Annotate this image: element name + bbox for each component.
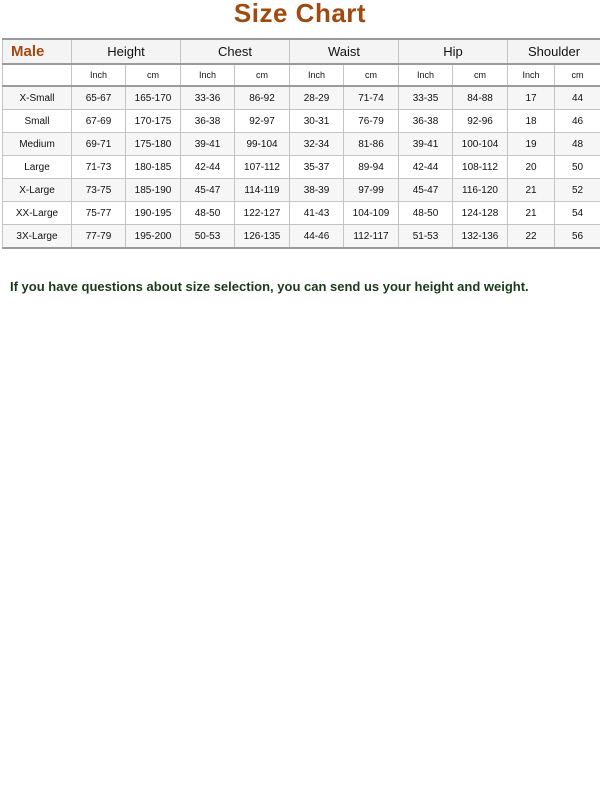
- size-label-cell: Small: [3, 110, 72, 133]
- size-help-note: If you have questions about size selection, you can send us your height and weight.: [10, 279, 529, 294]
- measurement-cell: 20: [508, 156, 555, 179]
- group-header-row: [3, 39, 600, 64]
- measurement-cell: 77-79: [72, 225, 126, 249]
- size-chart-table: [2, 38, 600, 249]
- measurement-cell: 108-112: [453, 156, 508, 179]
- measurement-cell: 112-117: [344, 225, 399, 249]
- measurement-cell: 41-43: [290, 202, 344, 225]
- unit-header-cell: Inch: [181, 64, 235, 86]
- measurement-cell: 52: [555, 179, 600, 202]
- measurement-cell: 51-53: [399, 225, 453, 249]
- measurement-cell: 45-47: [399, 179, 453, 202]
- group-hip-header: Hip: [399, 39, 508, 64]
- measurement-cell: 89-94: [344, 156, 399, 179]
- size-rows-body: [3, 86, 600, 248]
- measurement-cell: 99-104: [235, 133, 290, 156]
- table-row: [3, 202, 600, 225]
- measurement-cell: 33-36: [181, 86, 235, 110]
- measurement-cell: 44-46: [290, 225, 344, 249]
- size-label-cell: Large: [3, 156, 72, 179]
- measurement-cell: 76-79: [344, 110, 399, 133]
- measurement-cell: 190-195: [126, 202, 181, 225]
- unit-header-cell: cm: [555, 64, 600, 86]
- measurement-cell: 175-180: [126, 133, 181, 156]
- measurement-cell: 48-50: [181, 202, 235, 225]
- measurement-cell: 32-34: [290, 133, 344, 156]
- measurement-cell: 36-38: [399, 110, 453, 133]
- measurement-cell: 170-175: [126, 110, 181, 133]
- table-row: [3, 225, 600, 249]
- measurement-cell: 126-135: [235, 225, 290, 249]
- measurement-cell: 38-39: [290, 179, 344, 202]
- unit-header-cell: cm: [126, 64, 181, 86]
- size-label-cell: Medium: [3, 133, 72, 156]
- unit-header-cell: Inch: [290, 64, 344, 86]
- group-shoulder-header: Shoulder: [508, 39, 600, 64]
- measurement-cell: 116-120: [453, 179, 508, 202]
- measurement-cell: 35-37: [290, 156, 344, 179]
- measurement-cell: 54: [555, 202, 600, 225]
- table-row: [3, 110, 600, 133]
- measurement-cell: 124-128: [453, 202, 508, 225]
- measurement-cell: 67-69: [72, 110, 126, 133]
- measurement-cell: 56: [555, 225, 600, 249]
- measurement-cell: 50-53: [181, 225, 235, 249]
- measurement-cell: 39-41: [181, 133, 235, 156]
- unit-header-row: [3, 64, 600, 86]
- measurement-cell: 65-67: [72, 86, 126, 110]
- size-label-cell: X-Small: [3, 86, 72, 110]
- measurement-cell: 122-127: [235, 202, 290, 225]
- measurement-cell: 48: [555, 133, 600, 156]
- table-row: [3, 86, 600, 110]
- group-height-header: Height: [72, 39, 181, 64]
- measurement-cell: 39-41: [399, 133, 453, 156]
- measurement-cell: 42-44: [399, 156, 453, 179]
- size-label-cell: XX-Large: [3, 202, 72, 225]
- measurement-cell: 21: [508, 202, 555, 225]
- unit-header-cell: Inch: [399, 64, 453, 86]
- measurement-cell: 84-88: [453, 86, 508, 110]
- measurement-cell: 107-112: [235, 156, 290, 179]
- measurement-cell: 48-50: [399, 202, 453, 225]
- measurement-cell: 195-200: [126, 225, 181, 249]
- measurement-cell: 73-75: [72, 179, 126, 202]
- measurement-cell: 185-190: [126, 179, 181, 202]
- size-label-cell: X-Large: [3, 179, 72, 202]
- measurement-cell: 71-73: [72, 156, 126, 179]
- measurement-cell: 69-71: [72, 133, 126, 156]
- measurement-cell: 180-185: [126, 156, 181, 179]
- unit-header-cell: cm: [453, 64, 508, 86]
- measurement-cell: 71-74: [344, 86, 399, 110]
- unit-header-cell: Inch: [72, 64, 126, 86]
- measurement-cell: 19: [508, 133, 555, 156]
- measurement-cell: 132-136: [453, 225, 508, 249]
- group-waist-header: Waist: [290, 39, 399, 64]
- table-row: [3, 156, 600, 179]
- measurement-cell: 17: [508, 86, 555, 110]
- measurement-cell: 36-38: [181, 110, 235, 133]
- measurement-cell: 100-104: [453, 133, 508, 156]
- measurement-cell: 42-44: [181, 156, 235, 179]
- measurement-cell: 50: [555, 156, 600, 179]
- measurement-cell: 165-170: [126, 86, 181, 110]
- group-chest-header: Chest: [181, 39, 290, 64]
- measurement-cell: 92-97: [235, 110, 290, 133]
- unit-header-cell: Inch: [508, 64, 555, 86]
- measurement-cell: 86-92: [235, 86, 290, 110]
- unit-header-cell: cm: [235, 64, 290, 86]
- corner-label: Male: [3, 39, 72, 64]
- measurement-cell: 30-31: [290, 110, 344, 133]
- size-label-cell: 3X-Large: [3, 225, 72, 249]
- unit-corner-cell: [3, 64, 72, 86]
- measurement-cell: 81-86: [344, 133, 399, 156]
- measurement-cell: 22: [508, 225, 555, 249]
- measurement-cell: 44: [555, 86, 600, 110]
- measurement-cell: 97-99: [344, 179, 399, 202]
- unit-header-cell: cm: [344, 64, 399, 86]
- measurement-cell: 92-96: [453, 110, 508, 133]
- page-title: Size Chart: [233, 0, 367, 28]
- table-row: [3, 133, 600, 156]
- measurement-cell: 45-47: [181, 179, 235, 202]
- measurement-cell: 46: [555, 110, 600, 133]
- measurement-cell: 21: [508, 179, 555, 202]
- measurement-cell: 33-35: [399, 86, 453, 110]
- measurement-cell: 28-29: [290, 86, 344, 110]
- table-row: [3, 179, 600, 202]
- measurement-cell: 114-119: [235, 179, 290, 202]
- measurement-cell: 104-109: [344, 202, 399, 225]
- measurement-cell: 18: [508, 110, 555, 133]
- measurement-cell: 75-77: [72, 202, 126, 225]
